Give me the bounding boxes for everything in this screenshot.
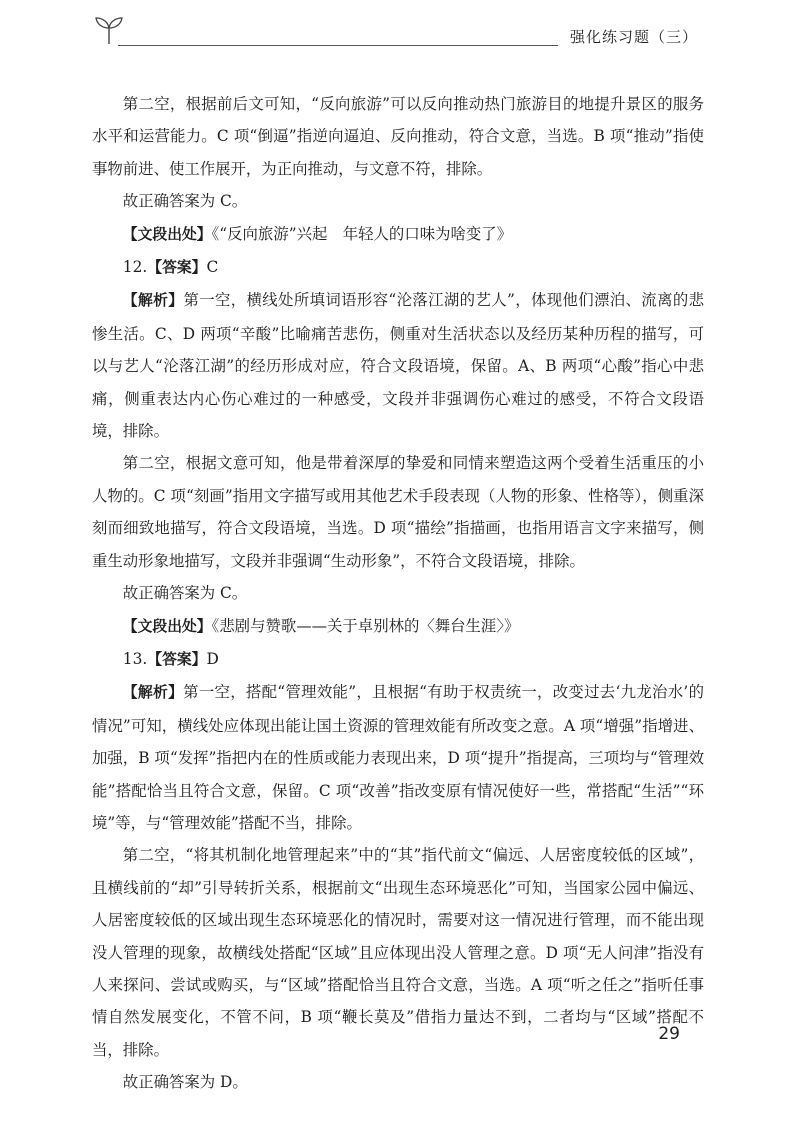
answer-line (92, 643, 704, 676)
page-header (92, 14, 704, 50)
answer-line (92, 251, 704, 284)
source-label: 【文段出处】 (122, 617, 212, 635)
analysis-label: 【解析】 (122, 684, 184, 702)
sprout-icon (92, 16, 126, 46)
answer-value: D (206, 649, 219, 668)
source-label: 【文段出处】 (122, 225, 212, 243)
answer-conclusion: 故正确答案为 C。 (122, 192, 248, 211)
paragraph: 第二空，“将其机制化地管理起来”中的“其”指代前文“偏远、人居密度较低的区域”，且横线前的“却”引导转折关系，根据前文“出现生态环境恶化”可知，当国家公园中偏远、人居密度较低的区域出现生态环境恶化的情况时，需要对这一情况进行管理，而不能出现没人管理的现象，故横线处搭配“区域”且应体现出没人管理之意。D 项“无人问津”指没有人来探问、尝试或购买，与“区域”搭配恰当且符合文意，当选。A 项“听之任之”指听任事情自然发展变化，不管不问，B 项“鞭长莫及”借指力量达不到，二者均与“区域”搭配不当，排除。 (92, 846, 704, 1059)
source-text: 《“反向旅游”兴起 年轻人的口味为啥变了》 (211, 224, 513, 243)
answer-conclusion: 故正确答案为 C。 (122, 584, 248, 603)
question-number: 13. (122, 649, 148, 668)
answer-label: 【答案】 (147, 259, 207, 277)
paragraph: 第二空，根据文意可知，他是带着深厚的挚爱和同情来塑造这两个受着生活重压的小人物的。C 项“刻画”指用文字描写或用其他艺术手段表现（人物的形象、性格等），侧重深刻而细致地描写，符合文段语境，当选。D 项“描绘”指描画，也指用语言文字来描写，侧重生动形象地描写，文段并非强调“生动形象”，不符合文段语境，排除。 (92, 454, 704, 570)
analysis-paragraph (92, 284, 704, 447)
source-line (92, 610, 704, 643)
answer-value: C (206, 258, 219, 277)
running-title: 强化练习题（三） (569, 28, 698, 46)
page-body (92, 88, 704, 1099)
page-number: 29 (658, 1024, 680, 1044)
analysis-label: 【解析】 (122, 292, 184, 310)
source-line (92, 218, 704, 251)
header-rule (118, 45, 558, 46)
question-number: 12. (122, 258, 148, 277)
paragraph: 第二空，根据前后文可知，“反向旅游”可以反向推动热门旅游目的地提升景区的服务水平和运营能力。C 项“倒逼”指逆向逼迫、反向推动，符合文意，当选。B 项“推动”指使事物前进、使工作展开，为正向推动，与文意不符，排除。 (92, 95, 704, 178)
answer-label: 【答案】 (147, 650, 207, 668)
analysis-text: 第一空，搭配“管理效能”，且根据“有助于权责统一，改变过去‘九龙治水’的情况”可知，横线处应体现出能让国土资源的管理效能有所改变之意。A 项“增强”指增进、加强，B 项“发挥”指把内在的性质或能力表现出来，D 项“提升”指提高，三项均与“管理效能”搭配恰当且符合文意，保留。C 项“改善”指改变原有情况使好一些，常搭配“生活”“环境”等，与“管理效能”搭配不当，排除。 (92, 683, 704, 832)
analysis-paragraph (92, 676, 704, 839)
answer-conclusion: 故正确答案为 D。 (122, 1073, 248, 1092)
analysis-text: 第一空，横线处所填词语形容“沦落江湖的艺人”，体现他们漂泊、流离的悲惨生活。C、D 两项“辛酸”比喻痛苦悲伤，侧重对生活状态以及经历某种历程的描写，可以与艺人“沦落江湖”的经历形成对应，符合文段语境，保留。A、B 两项“心酸”指心中悲痛，侧重表达内心伤心难过的一种感受，文段并非强调伤心难过的感受，不符合文段语境，排除。 (92, 291, 704, 441)
source-text: 《悲剧与赞歌——关于卓别林的〈舞台生涯〉》 (211, 616, 520, 635)
